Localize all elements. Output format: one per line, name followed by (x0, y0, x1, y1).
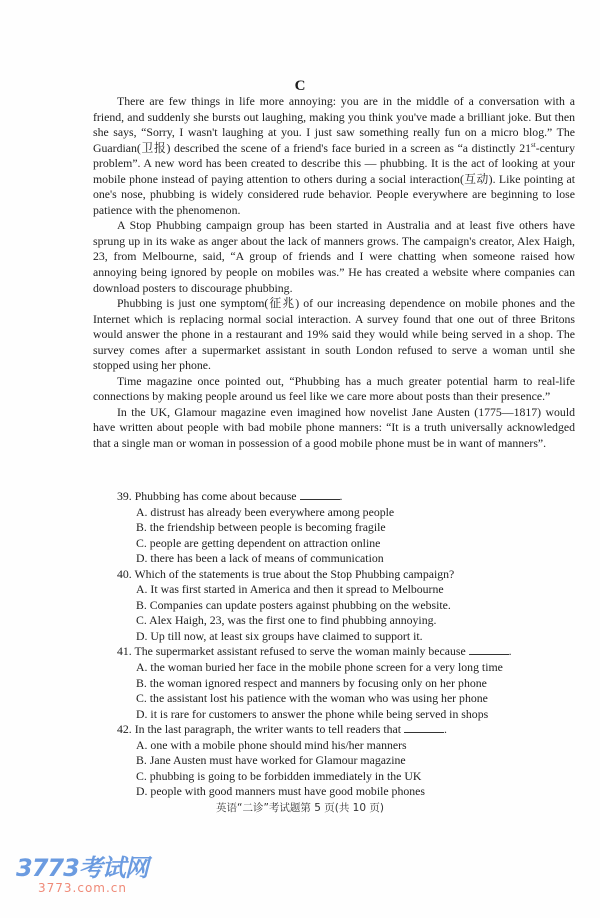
question-41 (117, 644, 577, 722)
passage-paragraph-4: Time magazine once pointed out, “Phubbing has a much greater potential harm to real-life connections by making people around us feel like we care more about posts than their presence.” (93, 373, 575, 404)
option-b: B. the woman ignored respect and manners by focusing only on her phone (136, 675, 487, 690)
question-42 (117, 722, 577, 800)
option-d: D. Up till now, at least six groups have claimed to support it. (136, 628, 423, 643)
option-b: B. Companies can update posters against phubbing on the website. (136, 597, 451, 612)
passage-paragraph-5: In the UK, Glamour magazine even imagined how novelist Jane Austen (1775—1817) would have written about people with bad mobile phone manners: “It is a truth universally acknowledged that a single man or woman in possession of a good mobile phone must be in want of manners”. (93, 404, 575, 451)
question-stem: 41. The supermarket assistant refused to serve the woman mainly because . (117, 644, 512, 659)
option-a: A. one with a mobile phone should mind his/her manners (136, 737, 407, 752)
question-stem: 39. Phubbing has come about because . (117, 489, 343, 503)
answer-blank (300, 489, 340, 500)
logo-text: 3773考试网 (16, 854, 148, 882)
section-heading: C (294, 78, 306, 94)
option-d: D. people with good manners must have good mobile phones (136, 784, 425, 799)
logo-url: 3773.com.cn (38, 881, 127, 895)
option-d: D. there has been a lack of means of communication (136, 551, 384, 566)
page-footer: 英语“二诊”考试题第 5 页(共 10 页) (216, 802, 384, 814)
passage-paragraph-1: There are few things in life more annoying: you are in the middle of a conversation with a friend, and suddenly she bursts out laughing, making you think you've made a brilliant joke. But then she says, “Sorry, I wasn't laughing at you. I just saw something really fun on a micro blog.” The Guardian(卫报) described the scene of a friend's face buried in a screen as “a distinctly 21st-century problem”. A new word has been created to describe this — phubbing. It is the act of looking at your mobile phone instead of paying attention to others during a social interaction(互动). Like pointing at one's nose, phubbing is widely considered rude behavior. People everywhere are beginning to lose patience with the phenomenon. (93, 94, 575, 217)
watermark-logo (16, 855, 176, 905)
option-c: C. phubbing is going to be forbidden immediately in the UK (136, 768, 422, 783)
option-c: C. the assistant lost his patience with the woman who was using her phone (136, 691, 488, 706)
option-a: A. distrust has already been everywhere among people (136, 504, 395, 519)
question-39 (117, 489, 577, 567)
option-d: D. it is rare for customers to answer the phone while being served in shops (136, 706, 489, 721)
option-c: C. Alex Haigh, 23, was the first one to find phubbing annoying. (136, 613, 437, 628)
option-c: C. people are getting dependent on attraction online (136, 535, 381, 550)
question-40 (117, 567, 577, 645)
answer-blank (404, 722, 444, 733)
passage-paragraph-2: A Stop Phubbing campaign group has been started in Australia and at least five others have sprung up in its wake as anger about the lack of manners grows. The campaign's creator, Alex Haigh, 23, from Melbourne, said, “A group of friends and I were chatting when someone raised how annoying being ignored by people on mobiles was.” He has created a website where companies can download posters to discourage phubbing. (93, 218, 575, 295)
question-stem: 42. In the last paragraph, the writer wants to tell readers that . (117, 722, 447, 737)
option-b: B. the friendship between people is becoming fragile (136, 520, 386, 535)
answer-blank (469, 644, 509, 655)
option-a: A. It was first started in America and then it spread to Melbourne (136, 582, 444, 597)
question-list (117, 489, 577, 800)
question-stem: 40. Which of the statements is true about the Stop Phubbing campaign? (117, 566, 455, 581)
passage-paragraph-3: Phubbing is just one symptom(征兆) of our increasing dependence on mobile phones and the Internet which is replacing normal social interaction. A survey found that one out of three Britons would answer the phone in a restaurant and 19% said they would while being served in a shop. The survey comes after a supermarket assistant in south London refused to serve a woman until she stopped using her phone. (93, 296, 575, 373)
option-a: A. the woman buried her face in the mobile phone screen for a very long time (136, 660, 503, 675)
reading-passage (93, 94, 575, 452)
option-b: B. Jane Austen must have worked for Glamour magazine (136, 753, 406, 768)
